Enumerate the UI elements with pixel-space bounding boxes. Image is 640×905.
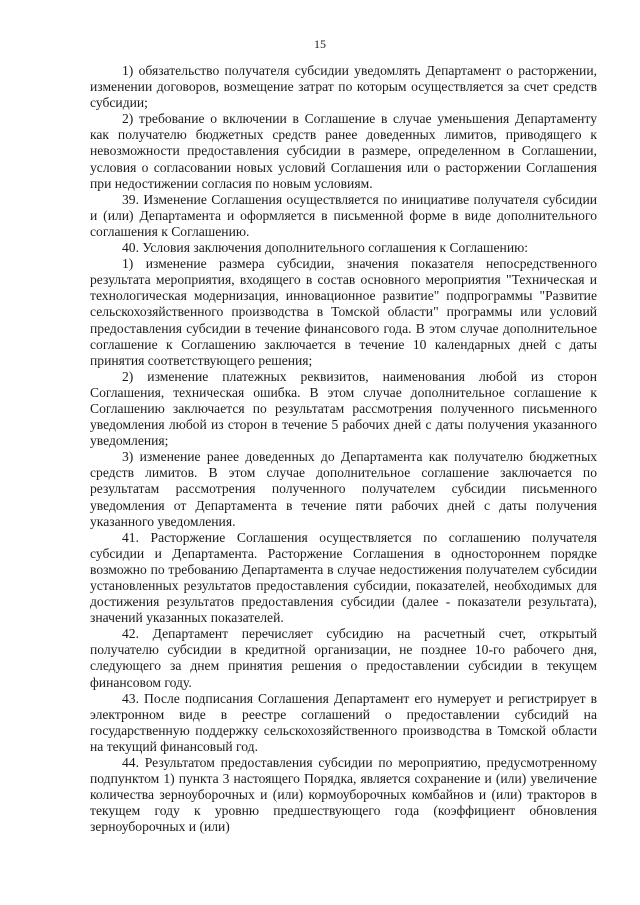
page-number: 15 <box>314 37 326 51</box>
paragraph: 2) изменение платежных реквизитов, наименования любой из сторон Соглашения, техническая ошибка. В этом случае дополнительное соглашение к Соглашению заключается по результатам рассмотрения полученного письменного уведомления любой из сторон в течение 5 рабочих дней с даты получения указанного уведомления; <box>90 368 597 449</box>
paragraph: 41. Расторжение Соглашения осуществляется по соглашению получателя субсидии и Департамента. Расторжение Соглашения в одностороннем порядке возможно по требованию Департамента в случае недостижения получателем субсидии установленных результатов предоставления субсидии, показателей, необходимых для достижения результатов предоставления субсидии (далее - показатели результата), значений указанных показателей. <box>90 529 597 626</box>
paragraph: 42. Департамент перечисляет субсидию на расчетный счет, открытый получателю субсидии в кредитной организации, не позднее 10-го рабочего дня, следующего за днем принятия решения о предоставлении субсидии в текущем финансовом году. <box>90 626 597 690</box>
paragraph: 44. Результатом предоставления субсидии по мероприятию, предусмотренному подпунктом 1) пункта 3 настоящего Порядка, является сохранение и (или) увеличение количества зерноуборочных и (или) кормоуборочных комбайнов и (или) тракторов в текущем году к уровню предшествующего года (коэффициент обновления зерноуборочных и (или) <box>90 755 597 835</box>
paragraph: 39. Изменение Соглашения осуществляется по инициативе получателя субсидии и (или) Департамента и оформляется в письменной форме в виде дополнительного соглашения к Соглашению. <box>90 191 597 239</box>
paragraph: 2) требование о включении в Соглашение в случае уменьшения Департаменту как получателю бюджетных средств ранее доведенных лимитов, приводящего к невозможности предоставления субсидии в размере, определенном в Соглашении, условия о согласовании новых условий Соглашения или о расторжении Соглашения при недостижении согласия по новым условиям. <box>90 111 597 191</box>
paragraph: 43. После подписания Соглашения Департамент его нумерует и регистрирует в электронном виде в реестре соглашений о предоставлении субсидий на государственную поддержку сельскохозяйственного производства в Томской области на текущий финансовый год. <box>90 690 597 754</box>
document-body <box>90 63 597 836</box>
paragraph: 1) изменение размера субсидии, значения показателя непосредственного результата мероприятия, входящего в состав основного мероприятия "Техническая и технологическая модернизация, инновационное развитие" подпрограммы "Развитие сельскохозяйственного производства в Томской области" программы или условий предоставления субсидии в течение финансового года. В этом случае дополнительное соглашение к Соглашению заключается в течение 10 календарных дней с даты принятия соответствующего решения; <box>90 256 597 368</box>
paragraph: 1) обязательство получателя субсидии уведомлять Департамент о расторжении, изменении договоров, возмещение затрат по которым осуществляется за счет средств субсидии; <box>90 63 597 111</box>
paragraph: 3) изменение ранее доведенных до Департамента как получателю бюджетных средств лимитов. В этом случае дополнительное соглашение заключается по результатам рассмотрения полученного получателем субсидии письменного уведомления от Департамента в течение пяти рабочих дней с даты получения указанного уведомления. <box>90 449 597 529</box>
paragraph: 40. Условия заключения дополнительного соглашения к Соглашению: <box>122 240 529 256</box>
